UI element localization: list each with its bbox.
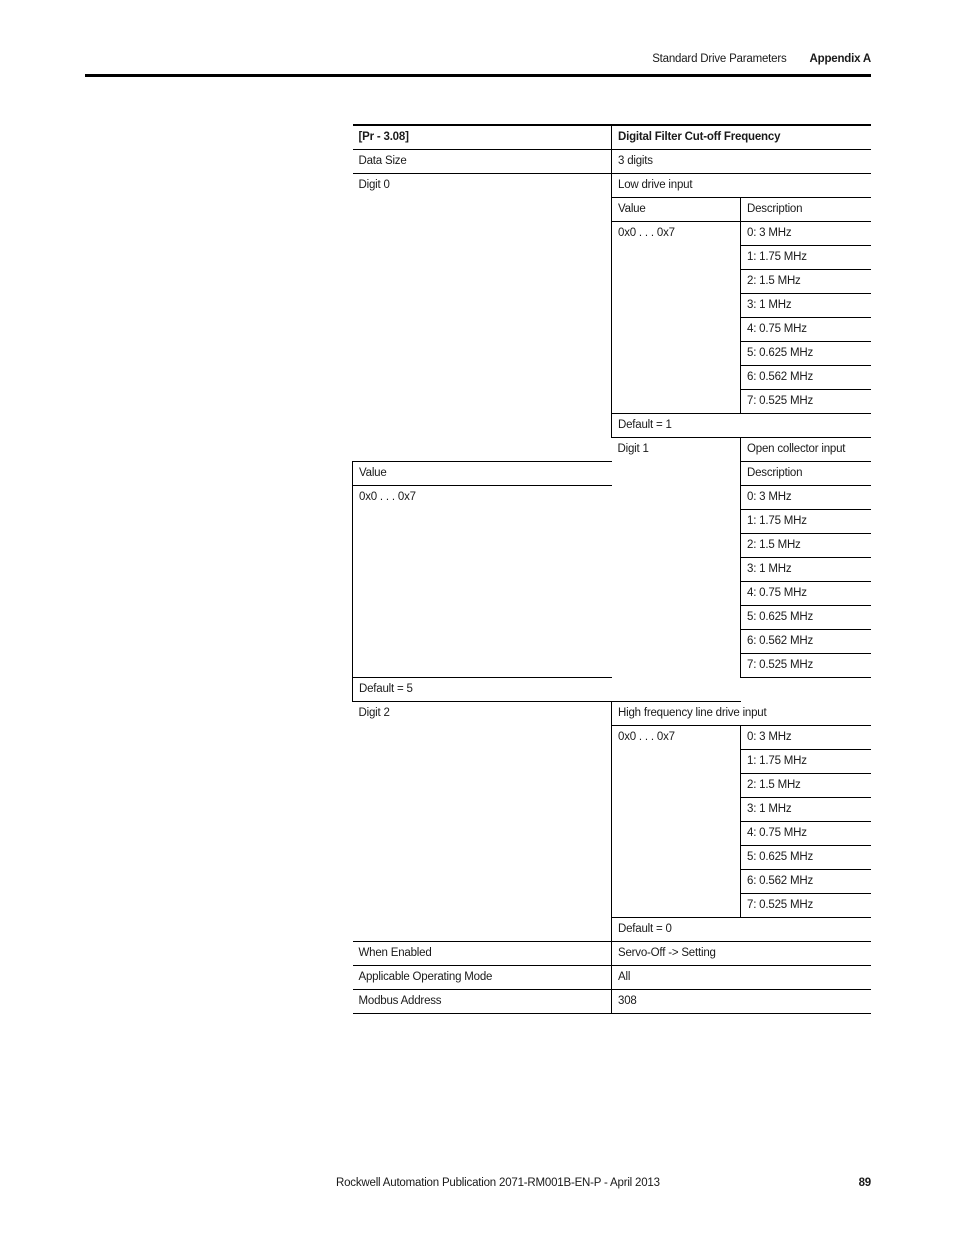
- when-enabled-value: Servo-Off -> Setting: [612, 941, 871, 965]
- table-row: [353, 941, 871, 965]
- digit2-option: 3: 1 MHz: [741, 797, 871, 821]
- digit0-option: 6: 0.562 MHz: [741, 365, 871, 389]
- digit0-range: 0x0 . . . 0x7: [612, 221, 741, 413]
- page-header: [652, 53, 871, 65]
- digit1-label: Digit 1: [612, 437, 741, 701]
- digit0-option: 2: 1.5 MHz: [741, 269, 871, 293]
- digit2-default: Default = 0: [612, 917, 871, 941]
- modbus-address-label: Modbus Address: [353, 989, 612, 1013]
- table-row: [353, 989, 871, 1013]
- digit2-option: 2: 1.5 MHz: [741, 773, 871, 797]
- table-row: [353, 701, 871, 725]
- operating-mode-label: Applicable Operating Mode: [353, 965, 612, 989]
- header-appendix: Appendix A: [809, 53, 871, 65]
- digit2-option: 0: 3 MHz: [741, 725, 871, 749]
- modbus-address-value: 308: [612, 989, 871, 1013]
- table-header-row: [353, 125, 871, 149]
- table-row: [353, 677, 871, 701]
- digit1-value-header: Value: [353, 461, 612, 485]
- digit2-label: Digit 2: [353, 701, 612, 941]
- page-number: 89: [858, 1177, 871, 1189]
- digit0-option: 3: 1 MHz: [741, 293, 871, 317]
- digit2-option: 7: 0.525 MHz: [741, 893, 871, 917]
- digit0-title: Low drive input: [612, 173, 871, 197]
- digit1-option: 5: 0.625 MHz: [741, 605, 871, 629]
- digit2-option: 4: 0.75 MHz: [741, 821, 871, 845]
- digit1-range: 0x0 . . . 0x7: [353, 485, 612, 677]
- digit1-option: 6: 0.562 MHz: [741, 629, 871, 653]
- header-rule: [85, 74, 871, 77]
- digit0-option: 5: 0.625 MHz: [741, 341, 871, 365]
- digit0-value-header: Value: [612, 197, 741, 221]
- table-row: [353, 965, 871, 989]
- footer-publication: Rockwell Automation Publication 2071-RM001B-EN-P - April 2013: [336, 1177, 660, 1189]
- param-id: [Pr - 3.08]: [353, 125, 612, 149]
- header-section-title: Standard Drive Parameters: [652, 53, 787, 65]
- digit1-title: Open collector input: [741, 437, 871, 461]
- digit1-option: 7: 0.525 MHz: [741, 653, 871, 677]
- digit1-option: 1: 1.75 MHz: [741, 509, 871, 533]
- when-enabled-label: When Enabled: [353, 941, 612, 965]
- digit2-range: 0x0 . . . 0x7: [612, 725, 741, 917]
- digit1-option: 0: 3 MHz: [741, 485, 871, 509]
- parameter-table: [352, 124, 871, 1014]
- digit0-option: 1: 1.75 MHz: [741, 245, 871, 269]
- table-row: [353, 173, 871, 197]
- digit0-option: 7: 0.525 MHz: [741, 389, 871, 413]
- table-row: [353, 149, 871, 173]
- digit2-option: 6: 0.562 MHz: [741, 869, 871, 893]
- digit2-option: 1: 1.75 MHz: [741, 749, 871, 773]
- digit0-desc-header: Description: [741, 197, 871, 221]
- param-name: Digital Filter Cut-off Frequency: [612, 125, 871, 149]
- digit2-option: 5: 0.625 MHz: [741, 845, 871, 869]
- digit1-desc-header: Description: [741, 461, 871, 485]
- digit0-label: Digit 0: [353, 173, 612, 461]
- digit1-option: 3: 1 MHz: [741, 557, 871, 581]
- digit0-option: 0: 3 MHz: [741, 221, 871, 245]
- digit2-title: High frequency line drive input: [612, 701, 871, 725]
- digit1-option: 2: 1.5 MHz: [741, 533, 871, 557]
- digit0-default: Default = 1: [612, 413, 871, 437]
- data-size-value: 3 digits: [612, 149, 871, 173]
- digit1-default: Default = 5: [353, 677, 741, 701]
- operating-mode-value: All: [612, 965, 871, 989]
- data-size-label: Data Size: [353, 149, 612, 173]
- digit1-option: 4: 0.75 MHz: [741, 581, 871, 605]
- digit0-option: 4: 0.75 MHz: [741, 317, 871, 341]
